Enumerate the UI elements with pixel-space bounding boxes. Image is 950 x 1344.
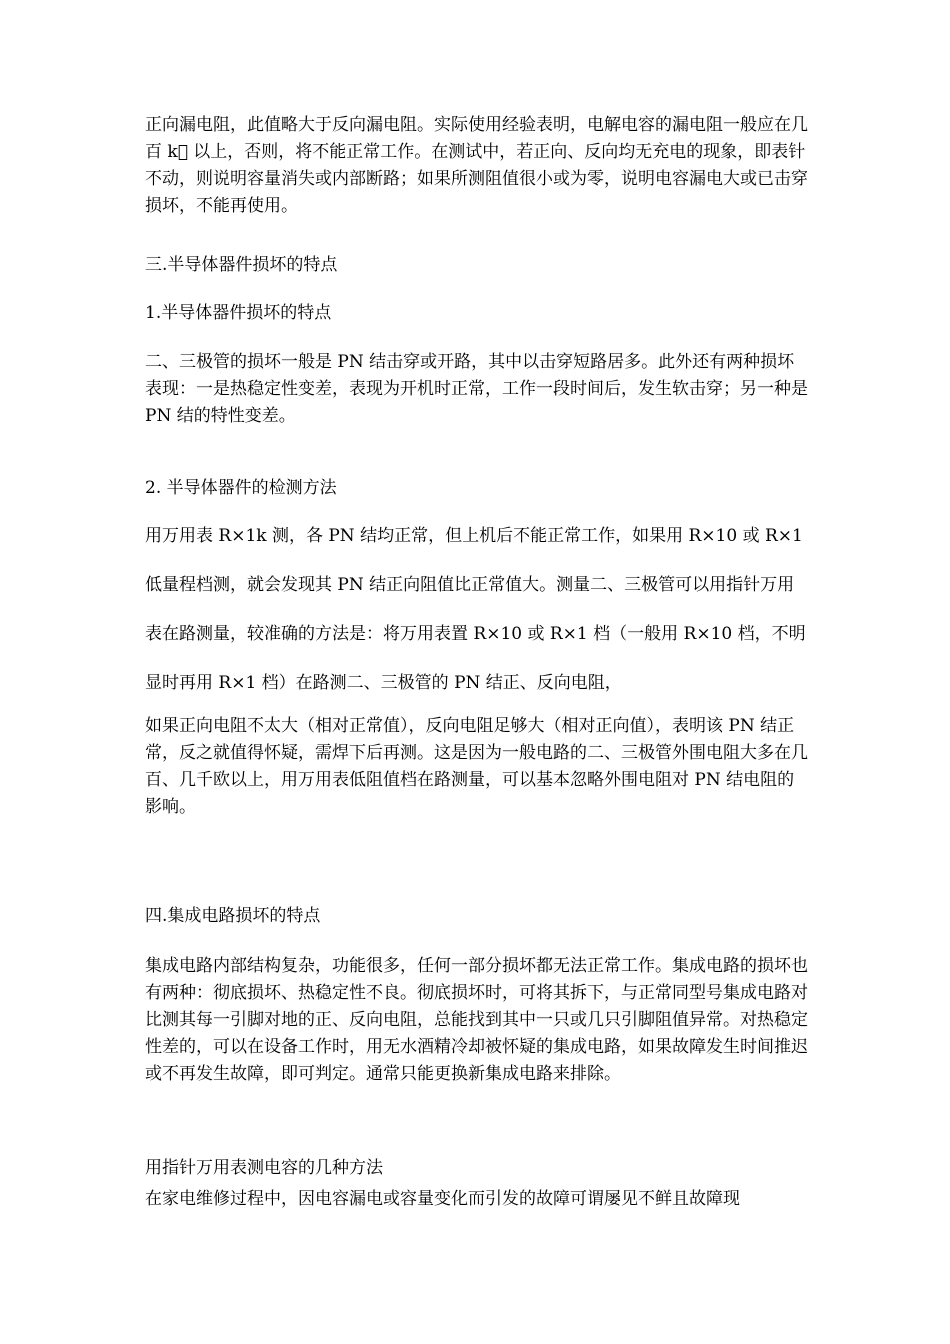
- heading-subsection-2: 2. 半导体器件的检测方法: [145, 478, 337, 498]
- paragraph-semiconductor-damage: 二、三极管的损坏一般是 PN 结击穿或开路，其中以击穿短路居多。此外还有两种损坏表现：一是热稳定性变差，表现为开机时正常，工作一段时间后，发生软击穿；另一种是 PN 结的特性变差。: [145, 352, 808, 426]
- heading-capacitor-methods: 用指针万用表测电容的几种方法: [145, 1158, 383, 1178]
- paragraph-repair-intro: 在家电维修过程中，因电容漏电或容量变化而引发的故障可谓屡见不鲜且故障现: [145, 1189, 740, 1209]
- paragraph-ic-damage: 集成电路内部结构复杂，功能很多，任何一部分损坏都无法正常工作。集成电路的损坏也有两种：彻底损坏、热稳定性不良。彻底损坏时，可将其拆下，与正常同型号集成电路对比测其每一引脚对地的正、反向电阻，总能找到其中一只或几只引脚阻值异常。对热稳定性差的，可以在设备工作时，用无水酒精冷却被怀疑的集成电路，如果故障发生时间推迟或不再发生故障，即可判定。通常只能更换新集成电路来排除。: [145, 956, 808, 1084]
- paragraph-leakage-resistance: 正向漏电阻，此值略大于反向漏电阻。实际使用经验表明，电解电容的漏电阻一般应在几百 k  以上，否则，将不能正常工作。在测试中，若正向、反向均无充电的现象，即表针不动，则说明容量消失或内部断路；如果所测阻值很小或为零，说明电容漏电大或已击穿损坏，不能再使用。: [145, 115, 808, 216]
- paragraph-detection-method: 用万用表 R×1k 测，各 PN 结均正常，但上机后不能正常工作，如果用 R×10 或 R×1 低量程档测，就会发现其 PN 结正向阻值比正常值大。测量二、三极管可以用指针万用表在路测量，较准确的方法是：将万用表置 R×10 或 R×1 档（一般用 R×10 档，不明显时再用 R×1 档）在路测二、三极管的 PN 结正、反向电阻，: [145, 526, 806, 693]
- paragraph-detection-continued: 如果正向电阻不太大（相对正常值），反向电阻足够大（相对正向值），表明该 PN 结正常，反之就值得怀疑，需焊下后再测。这是因为一般电路的二、三极管外围电阻大多在几百、几千欧以上，用万用表低阻值档在路测量，可以基本忽略外围电阻对 PN 结电阻的影响。: [145, 716, 808, 817]
- heading-section-4: 四.集成电路损坏的特点: [145, 906, 321, 926]
- heading-section-3: 三.半导体器件损坏的特点: [145, 255, 338, 275]
- heading-subsection-1: 1.半导体器件损坏的特点: [145, 303, 332, 323]
